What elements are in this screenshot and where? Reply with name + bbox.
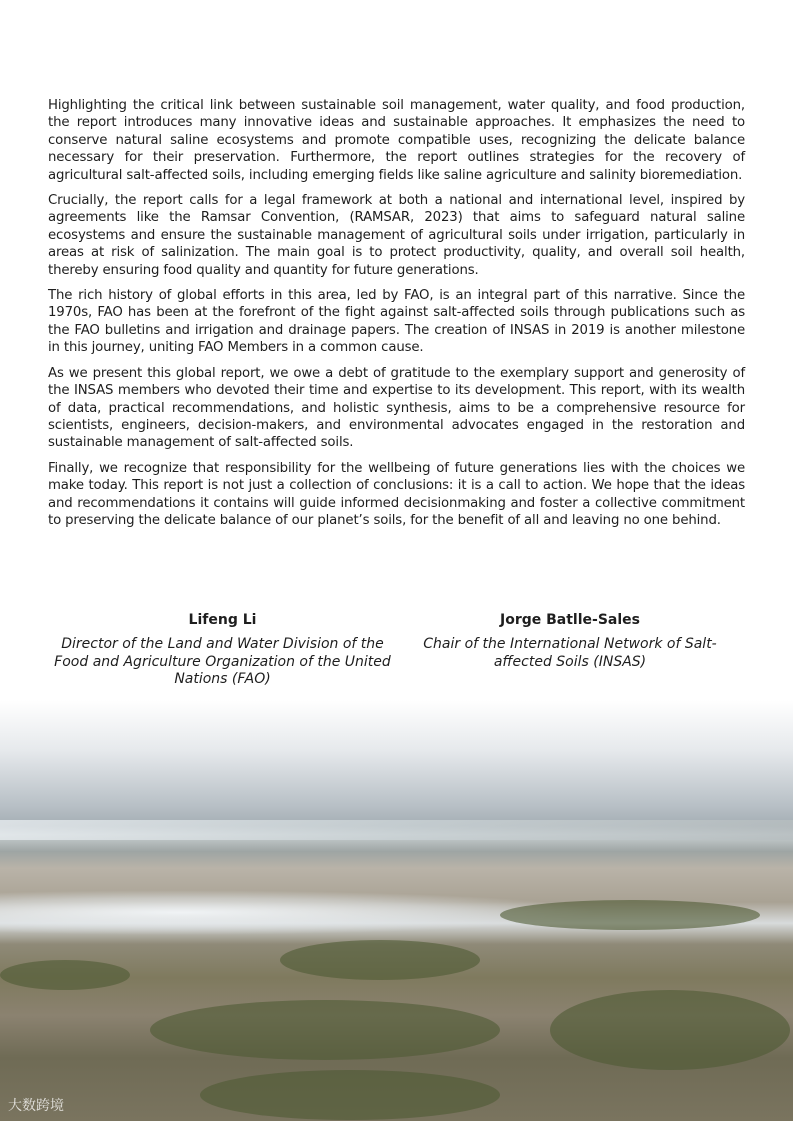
paragraph: As we present this global report, we owe a debt of gratitude to the exemplary support and generosity of the INSAS members who devoted their time and expertise to its development. This report, with its wealth of data, practical recommendations, and holistic synthesis, aims to be a comprehensive resource for scientists, engineers, decision-makers, and environmental advocates engaged in the restoration and sustainable management of salt-affected soils. xyxy=(48,365,745,451)
signature-block-lifeng-li xyxy=(50,612,395,689)
signatory-role: Director of the Land and Water Division of the Food and Agriculture Organization of the United Nations (FAO) xyxy=(54,636,391,687)
vegetation-patch xyxy=(0,960,130,990)
watermark: 大数跨境 xyxy=(8,1098,64,1114)
vegetation-patch xyxy=(500,900,760,930)
paragraph: Finally, we recognize that responsibility for the wellbeing of future generations lies with the choices we make today. This report is not just a collection of conclusions: it is a call to action. We hope that the ideas and recommendations it contains will guide informed decisionmaking and foster a collective commitment to preserving the delicate balance of our planet’s soils, for the benefit of all and leaving no one behind. xyxy=(48,460,745,528)
vegetation-patch xyxy=(200,1070,500,1120)
paragraph: The rich history of global efforts in this area, led by FAO, is an integral part of this narrative. Since the 1970s, FAO has been at the forefront of the fight against salt-affected soils through publications such as the FAO bulletins and irrigation and drainage papers. The creation of INSAS in 2019 is another milestone in this journey, uniting FAO Members in a common cause. xyxy=(48,288,745,356)
signatory-name: Jorge Batlle-Sales xyxy=(500,612,640,628)
signatory-role: Chair of the International Network of Salt-affected Soils (INSAS) xyxy=(423,636,717,670)
vegetation-patch xyxy=(150,1000,500,1060)
paragraph: Crucially, the report calls for a legal framework at both a national and international level, inspired by agreements like the Ramsar Convention, (RAMSAR, 2023) that aims to safeguard natural saline ecosystems and ensure the sustainable management of agricultural soils under irrigation, particularly in areas at risk of salinization. The main goal is to protect productivity, quality, and overall soil health, thereby ensuring food quality and quantity for future generations. xyxy=(48,193,745,278)
signatory-name: Lifeng Li xyxy=(188,612,257,628)
signature-block-jorge-batlle-sales xyxy=(405,612,735,671)
vegetation-patch xyxy=(550,990,790,1070)
sea-horizon xyxy=(0,820,793,840)
vegetation-patch xyxy=(280,940,480,980)
foreword-body xyxy=(48,97,745,537)
paragraph: Highlighting the critical link between sustainable soil management, water quality, and food production, the report introduces many innovative ideas and sustainable approaches. It emphasizes the need to conserve natural saline ecosystems and promote compatible uses, recognizing the delicate balance necessary for their preservation. Furthermore, the report outlines strategies for the recovery of agricultural salt-affected soils, including emerging fields like saline agriculture and salinity bioremediation. xyxy=(48,98,745,183)
saline-landscape-photo xyxy=(0,700,793,1121)
